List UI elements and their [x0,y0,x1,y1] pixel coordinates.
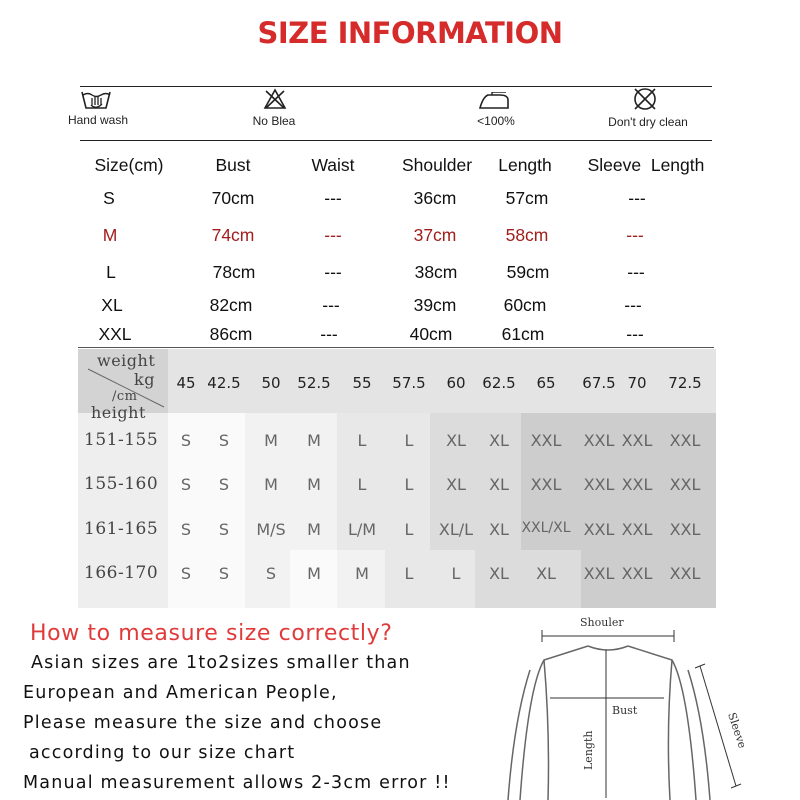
fit-cell: XXL [583,475,615,494]
weight-header-cell: 52.5 [297,374,331,392]
fit-cell: XL/L [438,520,474,539]
measure-note-line: Manual measurement allows 2-3cm error !! [23,773,451,793]
fit-cell: S [180,475,192,494]
length-cell: 59cm [506,262,550,282]
fit-cell: S [218,564,230,583]
fit-cell: XXL [583,431,615,450]
weight-header-cell: 65 [536,374,556,392]
weight-header-cell: 70 [627,374,647,392]
fit-cell: L [404,564,414,583]
fit-cell: S [180,431,192,450]
size-cell: M [102,225,118,245]
weight-header-cell: 45 [176,374,196,392]
fit-cell: L [357,475,367,494]
shoulder-cell: 40cm [409,324,453,344]
waist-cell: --- [322,295,340,315]
weight-header-cell: 42.5 [207,374,241,392]
weight-header-cell: 57.5 [392,374,426,392]
waist-cell: --- [324,262,342,282]
header-sleeve-length: Sleeve Length [587,155,705,175]
fit-cell: XL [446,475,466,494]
fit-cell: S [218,520,230,539]
weight-header-cell: 50 [261,374,281,392]
fit-cell: XXL [621,475,653,494]
garment-measure-diagram [500,610,760,800]
bust-cell: 70cm [211,188,255,208]
care-label-hand-wash: Hand wash [67,113,129,127]
fit-chart-top-line [78,347,714,348]
bust-cell: 86cm [209,324,253,344]
shoulder-measure-line [542,630,674,642]
fit-cell: XXL [530,475,562,494]
length-cell: 57cm [505,188,549,208]
fit-cell: XXL [669,475,701,494]
length-cell: 60cm [503,295,547,315]
length-cell: 61cm [501,324,545,344]
bust-label: Bust [612,704,638,717]
header-shoulder: Shoulder [401,155,473,175]
fit-cell: L [404,520,414,539]
weight-header-cell: 55 [352,374,372,392]
measure-note-line: Asian sizes are 1to2sizes smaller than [31,653,411,673]
fit-cell: M [264,475,278,494]
corner-weight-label: weight [97,351,156,370]
shoulder-cell: 36cm [413,188,457,208]
fit-cell: M/S [256,520,286,539]
fit-cell: XXL [669,520,701,539]
header-waist: Waist [311,155,355,175]
corner-cm-label: /cm [112,389,138,404]
fit-cell: XXL [583,520,615,539]
fit-cell: XL [489,564,509,583]
fit-cell: M [355,564,369,583]
fit-cell: S [218,475,230,494]
fit-cell: XL [536,564,556,583]
length-cell: 58cm [505,225,549,245]
fit-cell: XXL [621,431,653,450]
care-label-no-bleach: No Blea [252,114,296,128]
height-label: 166-170 [84,563,159,583]
no-dry-clean-icon [632,86,658,112]
sleeve-cell: --- [628,188,646,208]
sleeve-cell: --- [624,295,642,315]
fit-cell: XXL [530,431,562,450]
shoulder-cell: 39cm [413,295,457,315]
shoulder-label: Shouler [580,616,624,629]
weight-header-cell: 67.5 [582,374,616,392]
fit-cell: XXL [669,431,701,450]
fit-cell: M [307,475,321,494]
fit-cell: XXL [621,520,653,539]
shoulder-cell: 38cm [414,262,458,282]
size-cell: XL [101,295,123,315]
fit-cell: XXL [583,564,615,583]
sleeve-cell: --- [627,262,645,282]
fit-cell: XL [489,475,509,494]
waist-cell: --- [324,225,342,245]
fit-cell: XL [446,431,466,450]
length-label: Length [582,730,595,770]
header-bust: Bust [215,155,251,175]
sleeve-label: Sleeve [725,710,749,750]
size-cell: XXL [98,324,132,344]
fit-cell: XXL [621,564,653,583]
fit-cell: XXL/XL [521,520,571,536]
hand-wash-icon [80,88,114,112]
height-label: 161-165 [84,519,159,539]
measure-note-line: Please measure the size and choose [23,713,383,733]
corner-kg-label: kg [134,370,155,389]
fit-cell: S [265,564,277,583]
size-cell: S [103,188,115,208]
fit-cell: L [404,475,414,494]
header-length: Length [498,155,552,175]
fit-cell: L [357,431,367,450]
fit-cell: S [218,431,230,450]
measure-note-line: according to our size chart [29,743,296,763]
fit-cell: S [180,520,192,539]
measure-note-line: European and American People, [23,683,338,703]
sleeve-cell: --- [626,225,644,245]
fit-cell: XL [489,431,509,450]
care-label-iron: <100% [477,114,515,128]
height-label: 151-155 [84,430,159,450]
fit-cell: M [307,431,321,450]
sleeve-cell: --- [626,324,644,344]
height-label: 155-160 [84,474,159,494]
measure-heading: How to measure size correctly? [30,621,393,646]
no-bleach-icon [263,88,287,110]
iron-icon [478,92,512,110]
waist-cell: --- [324,188,342,208]
waist-cell: --- [320,324,338,344]
corner-height-label: height [91,403,146,422]
sweater-outline [508,646,710,800]
fit-cell: L [404,431,414,450]
fit-cell: M [307,520,321,539]
bust-cell: 78cm [212,262,256,282]
weight-header-cell: 60 [446,374,466,392]
bust-cell: 82cm [209,295,253,315]
care-top-divider [80,86,712,87]
fit-cell: M [264,431,278,450]
bust-cell: 74cm [211,225,255,245]
fit-cell: XL [489,520,509,539]
page-title: SIZE INFORMATION [257,16,563,50]
fit-cell: L/M [347,520,377,539]
fit-cell: M [307,564,321,583]
size-cell: L [106,262,116,282]
fit-cell: XXL [669,564,701,583]
care-bottom-divider [80,140,712,141]
header-size: Size(cm) [94,155,164,175]
weight-header-cell: 72.5 [668,374,702,392]
fit-cell: L [451,564,461,583]
weight-header-cell: 62.5 [482,374,516,392]
care-label-no-dry-clean: Don't dry clean [608,115,688,129]
fit-cell: S [180,564,192,583]
shoulder-cell: 37cm [413,225,457,245]
